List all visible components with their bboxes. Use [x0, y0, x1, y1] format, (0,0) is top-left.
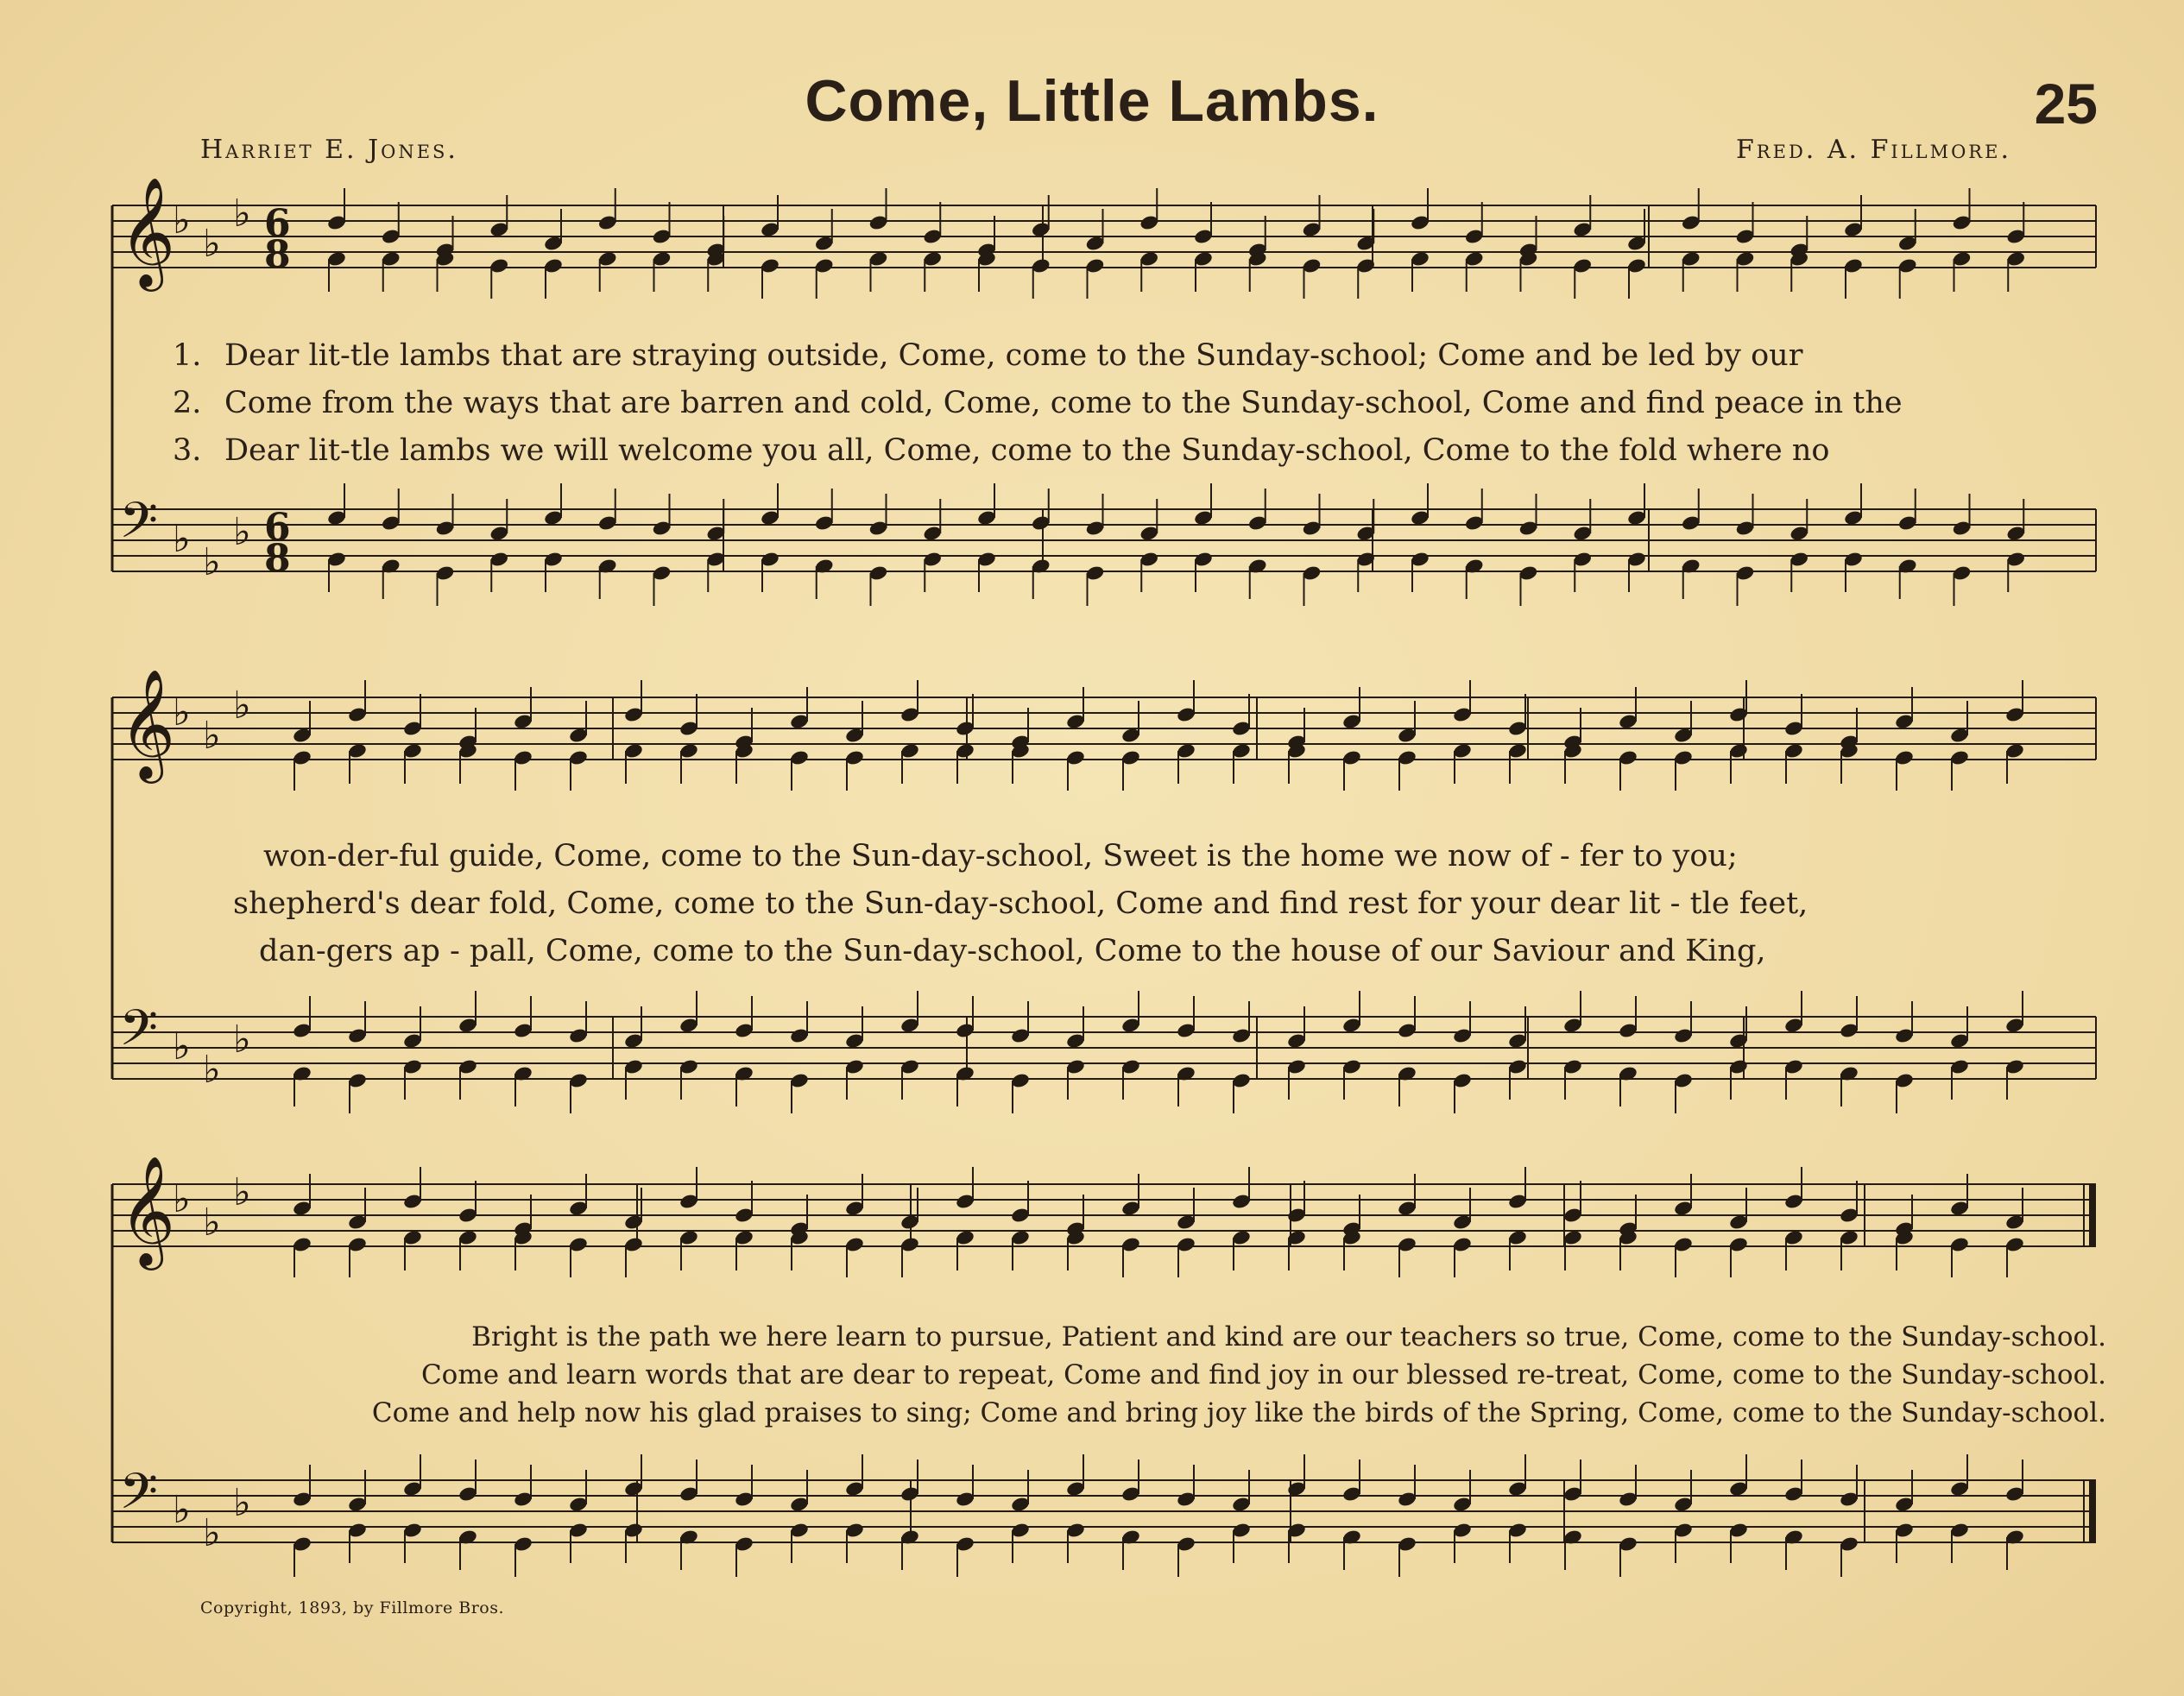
- verse-number: 1.: [173, 338, 202, 373]
- flat-sign: ♭: [203, 714, 221, 758]
- verse-number: 2.: [173, 386, 202, 420]
- flat-sign: ♭: [173, 1025, 191, 1069]
- flat-sign: ♭: [173, 199, 191, 243]
- verse-line: Bright is the path we here learn to pursue, Patient and kind are our teachers so true, Come, come to the Sunday-school.: [471, 1321, 2106, 1352]
- time-sig-top: 6: [264, 202, 291, 246]
- verse-text: Come from the ways that are barren and cold, Come, come to the Sunday-school, Come and find peace in the: [224, 386, 1903, 420]
- verse-line: dan-gers ap - pall, Come, come to the Sun-day-school, Come to the house of our Saviour and King,: [259, 934, 1766, 968]
- treble-clef: 𝄞: [119, 1155, 176, 1265]
- lyrics-system-3: [173, 1318, 2106, 1432]
- flat-sign: ♭: [203, 1201, 221, 1245]
- bass-clef: 𝄢: [119, 491, 159, 562]
- verse-line: Come and help now his glad praises to sing; Come and bring joy like the birds of the Spring, Come, come to the Sunday-school.: [371, 1397, 2106, 1428]
- verse-line: shepherd's dear fold, Come, come to the Sun-day-school, Come and find rest for your dear lit - tle feet,: [233, 886, 1808, 921]
- flat-sign: ♭: [233, 510, 251, 554]
- verse-line: Come and learn words that are dear to repeat, Come and find joy in our blessed re-treat, Come, come to the Sunday-school.: [420, 1359, 2106, 1390]
- flat-sign: ♭: [233, 684, 251, 728]
- lyricist-credit: Harriet E. Jones.: [200, 135, 458, 165]
- treble-clef: 𝄞: [119, 176, 176, 287]
- lyrics-system-2: [173, 833, 2106, 975]
- verse-line: [173, 427, 2106, 475]
- flat-sign: ♭: [233, 192, 251, 236]
- hymn-title: Come, Little Lambs.: [805, 68, 1379, 134]
- bass-clef: 𝄢: [119, 999, 159, 1069]
- final-bar-thick: [2089, 1184, 2096, 1246]
- time-sig-bottom: 8: [264, 537, 291, 581]
- verse-line: [173, 332, 2106, 380]
- copyright-notice: Copyright, 1893, by Fillmore Bros.: [200, 1598, 505, 1617]
- flat-sign: ♭: [173, 690, 191, 735]
- final-bar-thick: [2089, 1480, 2096, 1542]
- verse-line: won-der-ful guide, Come, come to the Sun-day-school, Sweet is the home we now of - fer to you;: [263, 839, 1738, 873]
- flat-sign: ♭: [173, 1177, 191, 1221]
- flat-sign: ♭: [233, 1018, 251, 1062]
- flat-sign: ♭: [203, 1511, 221, 1555]
- flat-sign: ♭: [203, 540, 221, 584]
- bass-clef: 𝄢: [119, 1462, 159, 1533]
- lyrics-system-1: [173, 332, 2106, 475]
- verse-line: [173, 380, 2106, 427]
- time-sig-bottom: 8: [264, 233, 291, 277]
- flat-sign: ♭: [173, 517, 191, 561]
- flat-sign: ♭: [173, 1488, 191, 1532]
- flat-sign: ♭: [203, 1048, 221, 1092]
- verse-text: Dear lit-tle lambs we will welcome you all, Come, come to the Sunday-school, Come to the fold where no: [224, 433, 1830, 468]
- time-sig-top: 6: [264, 506, 291, 550]
- flat-sign: ♭: [203, 222, 221, 266]
- verse-number: 3.: [173, 433, 202, 468]
- page-number: 25: [2034, 72, 2098, 136]
- verse-text: Dear lit-tle lambs that are straying outside, Come, come to the Sunday-school; Come and be led by our: [224, 338, 1803, 373]
- flat-sign: ♭: [233, 1170, 251, 1214]
- composer-credit: Fred. A. Fillmore.: [1735, 135, 2011, 165]
- flat-sign: ♭: [233, 1481, 251, 1525]
- treble-clef: 𝄞: [119, 668, 176, 779]
